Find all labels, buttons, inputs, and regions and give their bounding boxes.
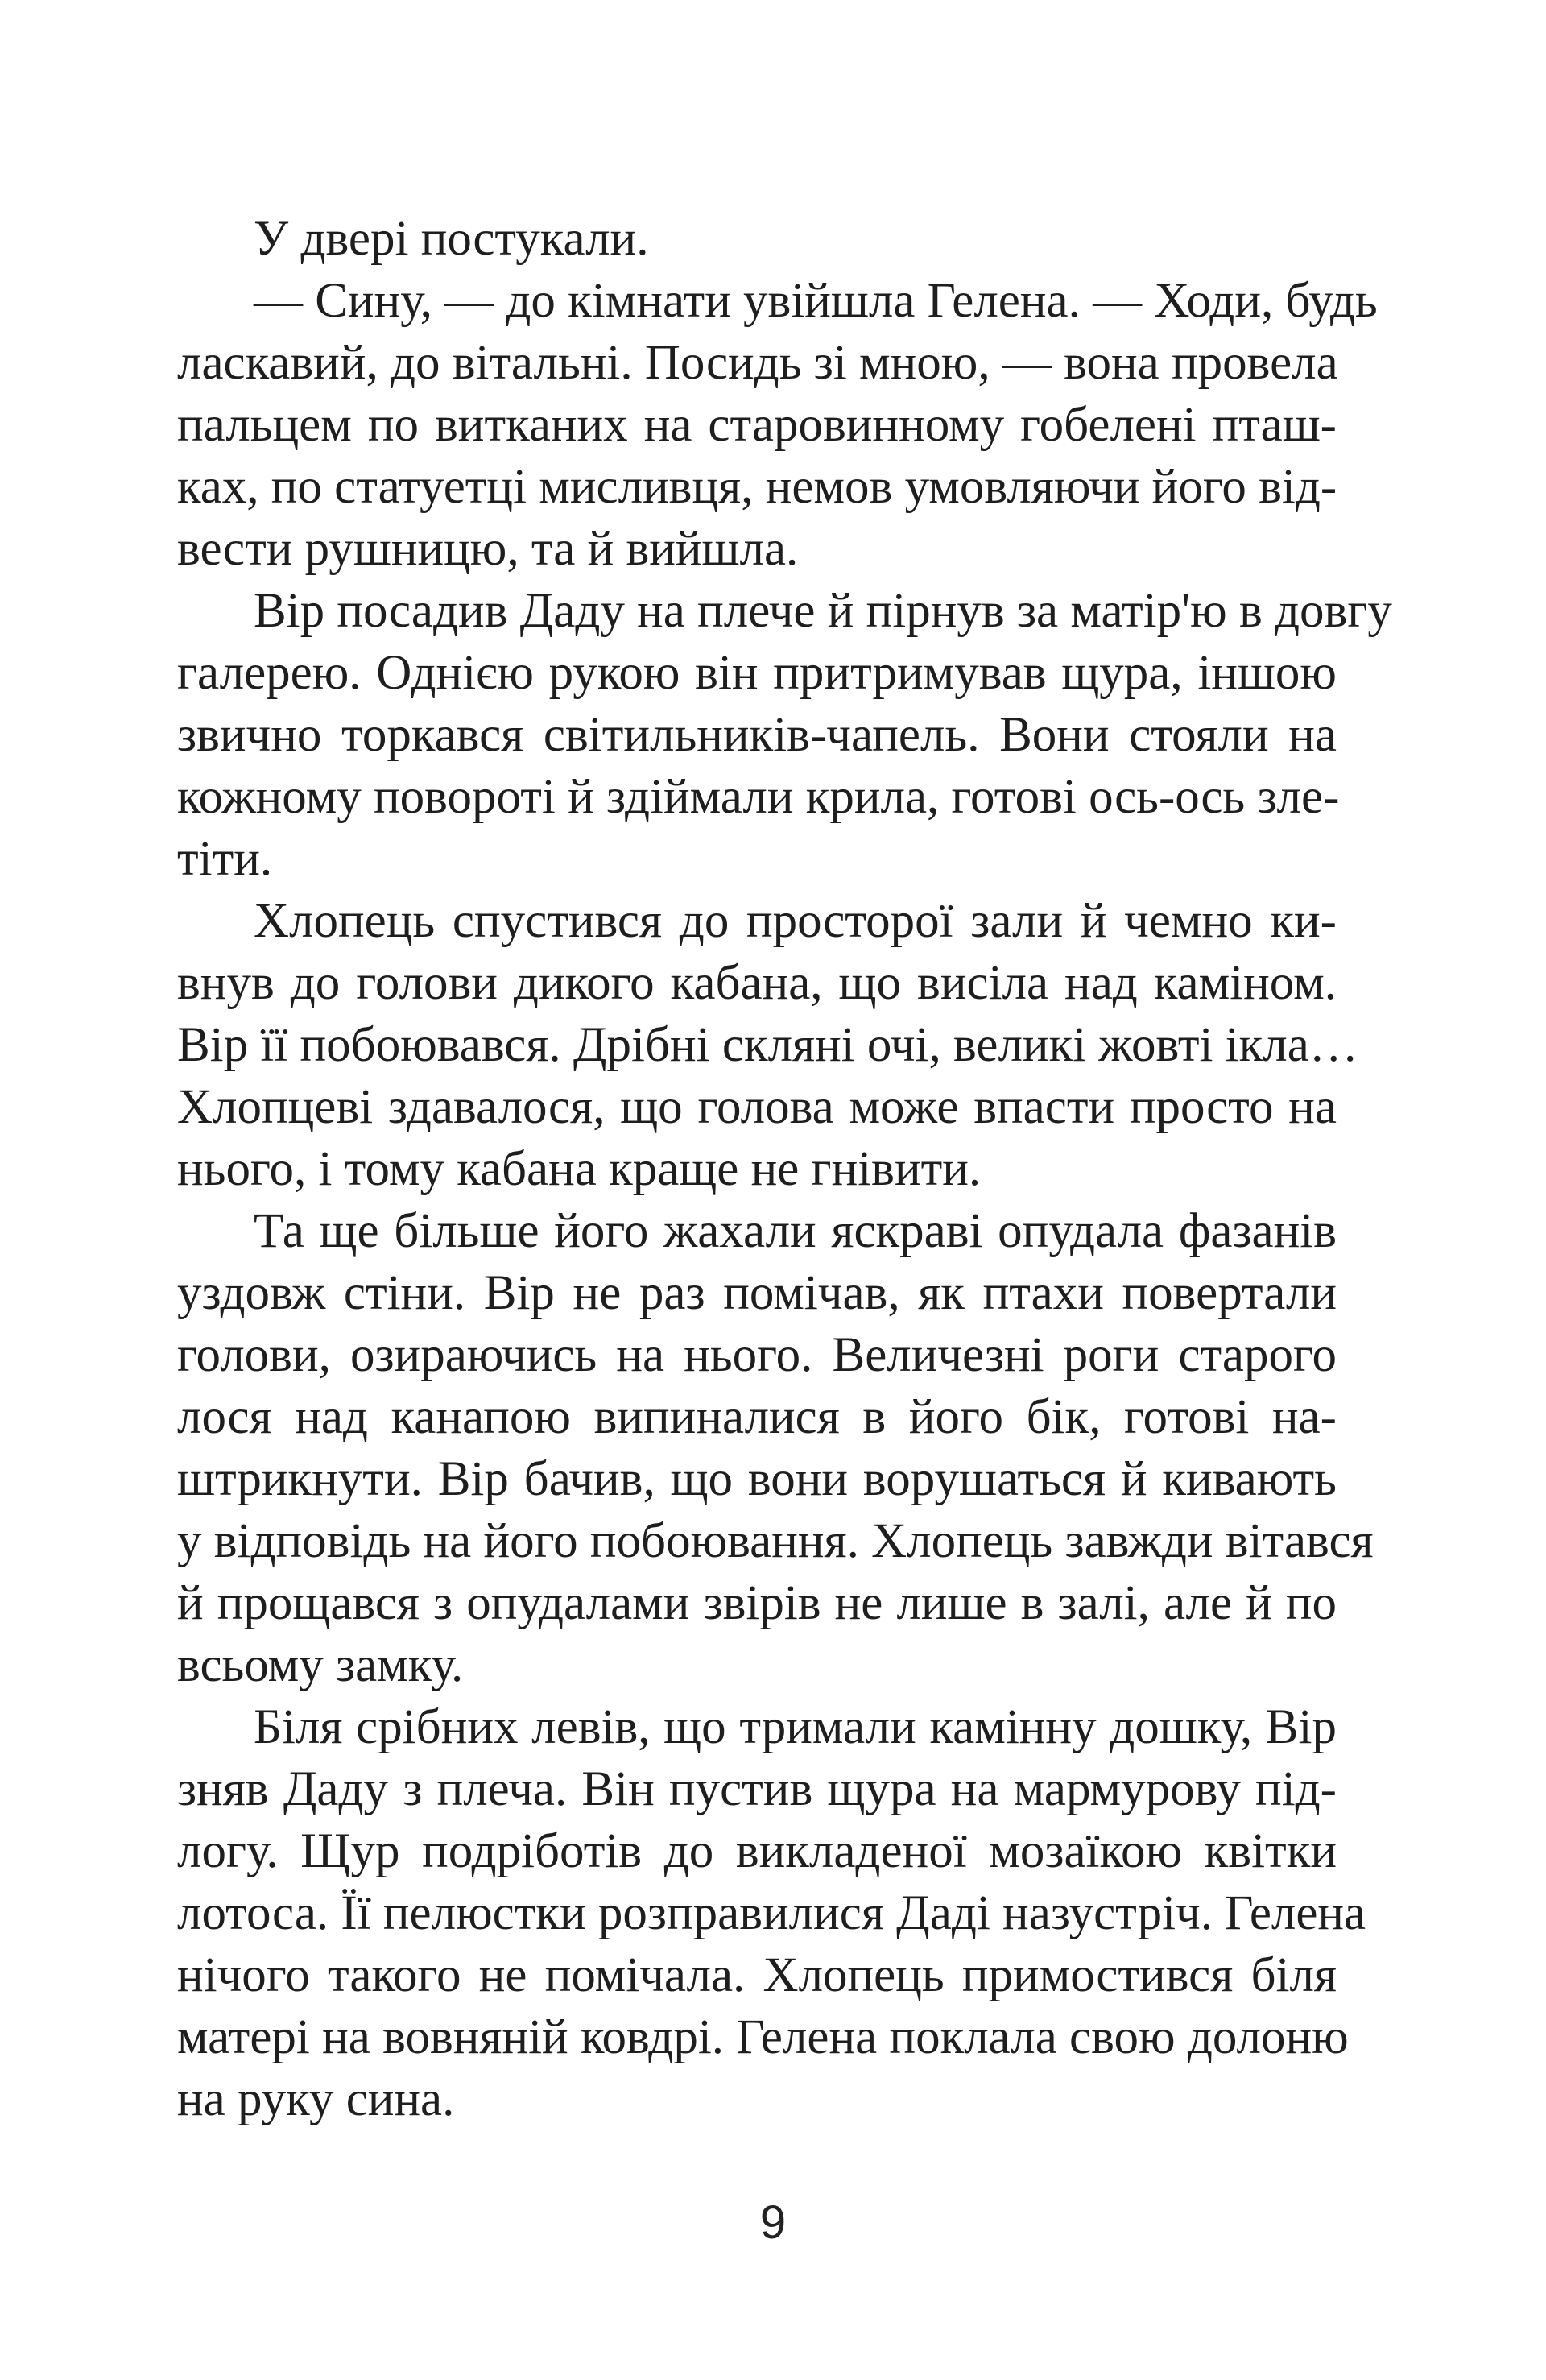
text-line: зняв Даду з плеча. Він пустив щура на мармурову під- [177,1762,1337,1816]
text-line: галерею. Однією рукою він притримував щура, іншою [177,646,1337,700]
body-text [177,208,1392,2130]
text-line: Хлопцеві здавалося, що голова може впасти просто на [177,1080,1337,1134]
text-line: логу. Щур подріботів до викладеної мозаїкою квітки [177,1824,1337,1878]
text-line: Вір її побоювався. Дрібні скляні очі, великі жовті ікла… [177,1018,1358,1072]
text-line: лося над канапою випиналися в його бік, готові на- [177,1390,1337,1444]
text-line: звично торкався світильників-чапель. Вони стояли на [177,708,1337,762]
text-line: нічого такого не помічала. Хлопець примостився біля [177,1948,1337,2002]
text-line: кожному повороті й здіймали крила, готові ось-ось зле- [177,770,1340,824]
text-line: нього, і тому кабана краще не гнівити. [177,1142,982,1196]
text-line: Та ще більше його жахали яскраві опудала фазанів [254,1204,1337,1258]
text-line: вести рушницю, та й вийшла. [177,522,799,576]
text-line: пальцем по витканих на старовинному гобелені пташ- [177,398,1337,452]
text-line: всьому замку. [177,1638,464,1692]
text-line: й прощався з опудалами звірів не лише в залі, але й по [177,1576,1337,1630]
text-line: внув до голови дикого кабана, що висіла над каміном. [177,956,1337,1010]
text-line: лотоса. Її пелюстки розправилися Даді назустріч. Гелена [177,1886,1366,1940]
text-line: ках, по статуетці мисливця, немов умовляючи його від- [177,460,1337,514]
text-line: у відповідь на його побоювання. Хлопець завжди вітався [177,1514,1374,1568]
text-line: тіти. [177,832,273,886]
text-line: штрикнути. Вір бачив, що вони ворушаться й кивають [177,1452,1337,1506]
text-line: Вір посадив Даду на плече й пірнув за матір'ю в довгу [254,584,1392,638]
text-line: У двері постукали. [254,212,649,266]
text-line: уздовж стіни. Вір не раз помічав, як птахи повертали [177,1266,1337,1320]
text-line: Біля срібних левів, що тримали камінну дошку, Вір [254,1700,1337,1754]
text-line: ласкавий, до вітальні. Посидь зі мною, — вона провела [177,336,1338,390]
text-line: Хлопець спустився до просторої зали й чемно ки- [254,894,1337,948]
text-line: голови, озираючись на нього. Величезні роги старого [177,1328,1337,1382]
text-line: — Сину, — до кімнати увійшла Гелена. — Ходи, будь [254,274,1378,328]
page-number: 9 [759,2196,787,2249]
text-line: матері на вовняній ковдрі. Гелена поклала свою долоню [177,2010,1349,2064]
text-line: на руку сина. [177,2072,455,2126]
